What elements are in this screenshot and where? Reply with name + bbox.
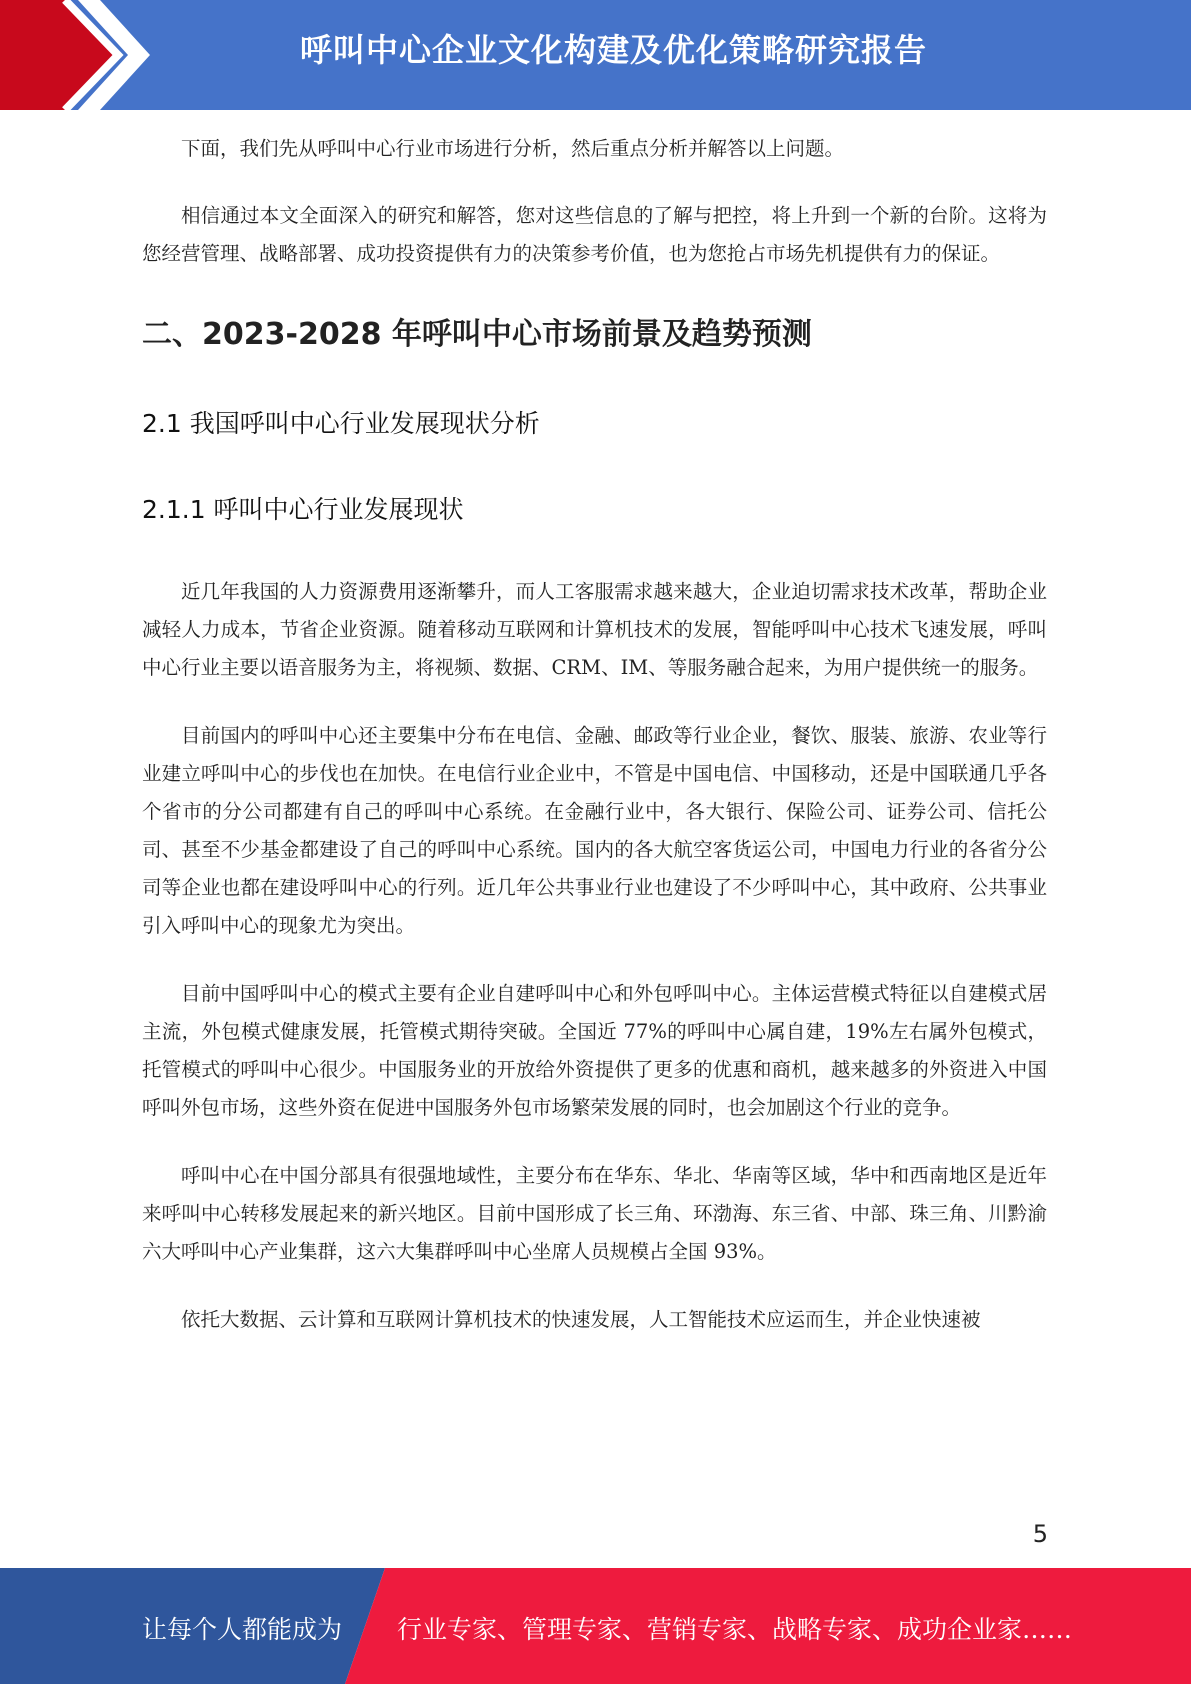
body-paragraph: 目前国内的呼叫中心还主要集中分布在电信、金融、邮政等行业企业，餐饮、服装、旅游、农业等行业建立呼叫中心的步伐也在加快。在电信行业企业中，不管是中国电信、中国移动，还是中国联通几乎各个省市的分公司都建有自己的呼叫中心系统。在金融行业中，各大银行、保险公司、证券公司、信托公司、甚至不少基金都建设了自己的呼叫中心系统。国内的各大航空客货运公司，中国电力行业的各省分公司等企业也都在建设呼叫中心的行列。近几年公共事业行业也建设了不少呼叫中心，其中政府、公共事业引入呼叫中心的现象尤为突出。 (142, 724, 1047, 937)
intro-paragraph: 相信通过本文全面深入的研究和解答，您对这些信息的了解与把控，将上升到一个新的台阶。这将为您经营管理、战略部署、成功投资提供有力的决策参考价值，也为您抢占市场先机提供有力的保证。 (142, 204, 1047, 265)
page-number: 5 (1032, 1520, 1048, 1548)
body-paragraph: 依托大数据、云计算和互联网计算机技术的快速发展，人工智能技术应运而生，并企业快速被 (181, 1308, 981, 1331)
header-chevron-graphic (0, 0, 160, 110)
intro-paragraph: 下面，我们先从呼叫中心行业市场进行分析，然后重点分析并解答以上问题。 (181, 137, 845, 160)
page-footer (0, 1568, 1191, 1684)
section-heading: 二、2023-2028 年呼叫中心市场前景及趋势预测 (142, 317, 812, 352)
subsubsection-heading: 2.1.1 呼叫中心行业发展现状 (142, 495, 464, 524)
footer-slogan-right: 行业专家、管理专家、营销专家、战略专家、成功企业家…… (397, 1615, 1073, 1644)
page-content (142, 130, 1047, 1339)
subsection-heading: 2.1 我国呼叫中心行业发展现状分析 (142, 409, 540, 438)
footer-slogan-left: 让每个人都能成为 (142, 1615, 343, 1644)
body-paragraph: 目前中国呼叫中心的模式主要有企业自建呼叫中心和外包呼叫中心。主体运营模式特征以自建模式居主流，外包模式健康发展，托管模式期待突破。全国近 77%的呼叫中心属自建，19%左右属外包模式，托管模式的呼叫中心很少。中国服务业的开放给外资提供了更多的优惠和商机，越来越多的外资进入中国呼叫外包市场，这些外资在促进中国服务外包市场繁荣发展的同时，也会加剧这个行业的竞争。 (142, 982, 1047, 1119)
body-paragraph: 呼叫中心在中国分部具有很强地域性，主要分布在华东、华北、华南等区域，华中和西南地区是近年来呼叫中心转移发展起来的新兴地区。目前中国形成了长三角、环渤海、东三省、中部、珠三角、川黔渝六大呼叫中心产业集群，这六大集群呼叫中心坐席人员规模占全国 93%。 (142, 1164, 1047, 1263)
body-paragraph: 近几年我国的人力资源费用逐渐攀升，而人工客服需求越来越大，企业迫切需求技术改革，帮助企业减轻人力成本，节省企业资源。随着移动互联网和计算机技术的发展，智能呼叫中心技术飞速发展，呼叫中心行业主要以语音服务为主，将视频、数据、CRM、IM、等服务融合起来，为用户提供统一的服务。 (142, 580, 1047, 679)
document-title: 呼叫中心企业文化构建及优化策略研究报告 (300, 31, 928, 69)
page-header (0, 0, 1191, 110)
